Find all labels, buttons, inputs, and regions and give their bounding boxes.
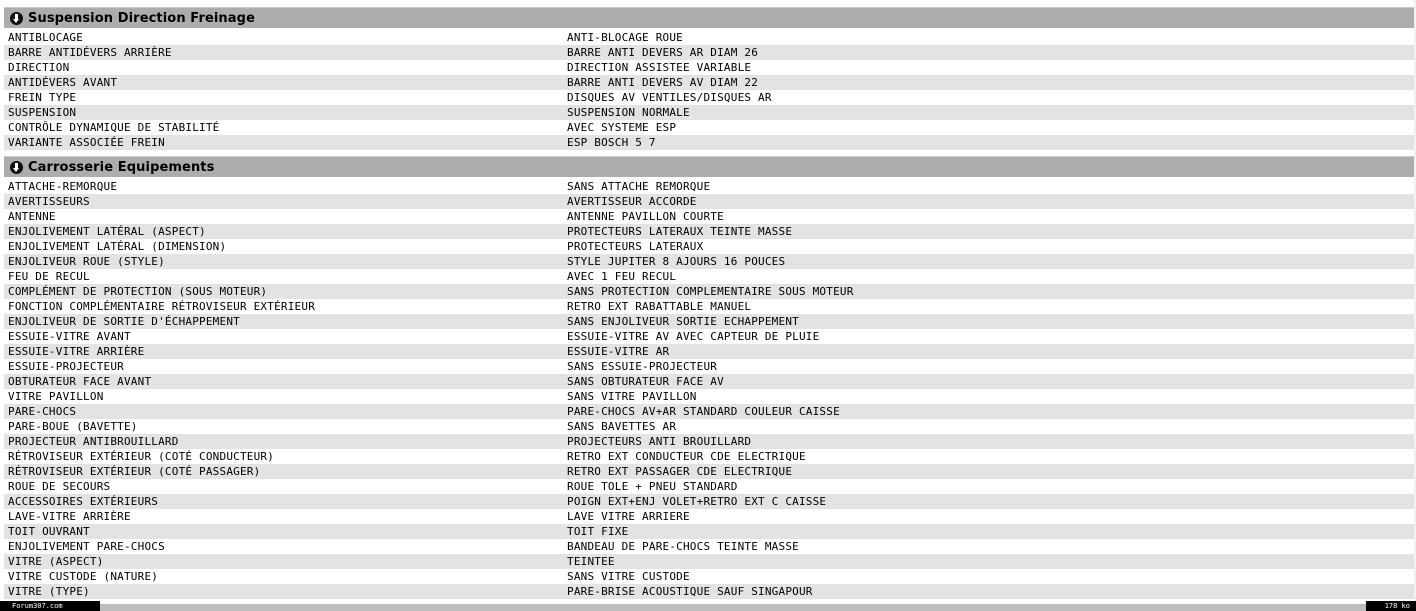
spec-label: BARRE ANTIDÉVERS ARRIÈRE bbox=[8, 46, 172, 59]
spec-label: FREIN TYPE bbox=[8, 91, 77, 104]
spec-row bbox=[4, 569, 1414, 584]
section-header[interactable] bbox=[4, 156, 1414, 177]
spec-value: RETRO EXT RABATTABLE MANUEL bbox=[567, 300, 752, 313]
down-arrow-circle-icon[interactable] bbox=[10, 161, 23, 174]
spec-label: FONCTION COMPLÉMENTAIRE RÉTROVISEUR EXTÉRIEUR bbox=[8, 300, 316, 313]
spec-value: SANS ESSUIE-PROJECTEUR bbox=[567, 360, 718, 373]
spec-value: POIGN EXT+ENJ VOLET+RETRO EXT C CAISSE bbox=[567, 495, 827, 508]
spec-row bbox=[4, 105, 1414, 120]
spec-label: ENJOLIVEUR ROUE (STYLE) bbox=[8, 255, 165, 268]
spec-row bbox=[4, 224, 1414, 239]
spec-row bbox=[4, 479, 1414, 494]
section-title: Carrosserie Equipements bbox=[28, 159, 215, 175]
section-suspension bbox=[4, 7, 1414, 150]
spec-value: RETRO EXT PASSAGER CDE ELECTRIQUE bbox=[567, 465, 793, 478]
spec-label: ENJOLIVEMENT PARE-CHOCS bbox=[8, 540, 165, 553]
spec-value: AVERTISSEUR ACCORDE bbox=[567, 195, 697, 208]
spec-label: SUSPENSION bbox=[8, 106, 77, 119]
spec-label: PARE-CHOCS bbox=[8, 405, 77, 418]
spec-row bbox=[4, 90, 1414, 105]
spec-label: PARE-BOUE (BAVETTE) bbox=[8, 420, 138, 433]
spec-row bbox=[4, 135, 1414, 150]
spec-row bbox=[4, 359, 1414, 374]
spec-label: VITRE PAVILLON bbox=[8, 390, 104, 403]
spec-row bbox=[4, 299, 1414, 314]
spec-label: ATTACHE-REMORQUE bbox=[8, 180, 118, 193]
spec-row bbox=[4, 329, 1414, 344]
spec-value: AVEC SYSTEME ESP bbox=[567, 121, 677, 134]
spec-label: OBTURATEUR FACE AVANT bbox=[8, 375, 152, 388]
spec-label: VITRE (ASPECT) bbox=[8, 555, 104, 568]
spec-row bbox=[4, 194, 1414, 209]
spec-value: RETRO EXT CONDUCTEUR CDE ELECTRIQUE bbox=[567, 450, 806, 463]
spec-row bbox=[4, 554, 1414, 569]
spec-value: ESSUIE-VITRE AV AVEC CAPTEUR DE PLUIE bbox=[567, 330, 820, 343]
spec-row bbox=[4, 539, 1414, 554]
spec-row bbox=[4, 344, 1414, 359]
spec-label: ENJOLIVEMENT LATÉRAL (DIMENSION) bbox=[8, 240, 227, 253]
spec-value: ESSUIE-VITRE AR bbox=[567, 345, 670, 358]
spec-label: ENJOLIVEMENT LATÉRAL (ASPECT) bbox=[8, 225, 206, 238]
spec-label: VITRE CUSTODE (NATURE) bbox=[8, 570, 159, 583]
spec-row bbox=[4, 494, 1414, 509]
spec-value: DIRECTION ASSISTEE VARIABLE bbox=[567, 61, 752, 74]
spec-value: BARRE ANTI DEVERS AR DIAM 26 bbox=[567, 46, 759, 59]
spec-value: ESP BOSCH 5 7 bbox=[567, 136, 656, 149]
spec-label: ESSUIE-VITRE AVANT bbox=[8, 330, 131, 343]
spec-label: ENJOLIVEUR DE SORTIE D'ÉCHAPPEMENT bbox=[8, 315, 240, 328]
spec-row bbox=[4, 284, 1414, 299]
spec-value: STYLE JUPITER 8 AJOURS 16 POUCES bbox=[567, 255, 786, 268]
spec-row bbox=[4, 404, 1414, 419]
spec-row bbox=[4, 179, 1414, 194]
spec-value: SANS OBTURATEUR FACE AV bbox=[567, 375, 724, 388]
spec-label: FEU DE RECUL bbox=[8, 270, 90, 283]
spec-value: SANS VITRE CUSTODE bbox=[567, 570, 690, 583]
spec-value: SANS BAVETTES AR bbox=[567, 420, 677, 433]
spec-value: TOIT FIXE bbox=[567, 525, 629, 538]
spec-label: COMPLÉMENT DE PROTECTION (SOUS MOTEUR) bbox=[8, 285, 268, 298]
spec-label: ESSUIE-VITRE ARRIÈRE bbox=[8, 345, 145, 358]
spec-row bbox=[4, 509, 1414, 524]
spec-value: LAVE VITRE ARRIERE bbox=[567, 510, 690, 523]
spec-value: SANS PROTECTION COMPLEMENTAIRE SOUS MOTEUR bbox=[567, 285, 854, 298]
filesize-label: 178 ko bbox=[1366, 601, 1416, 611]
section-title: Suspension Direction Freinage bbox=[28, 10, 255, 26]
section-header[interactable] bbox=[4, 7, 1414, 28]
spec-row bbox=[4, 120, 1414, 135]
spec-value: SUSPENSION NORMALE bbox=[567, 106, 690, 119]
spec-value: SANS ATTACHE REMORQUE bbox=[567, 180, 711, 193]
spec-label: ANTIBLOCAGE bbox=[8, 31, 84, 44]
spec-label: ANTENNE bbox=[8, 210, 56, 223]
spec-rows bbox=[4, 30, 1414, 150]
spec-row bbox=[4, 269, 1414, 284]
spec-rows bbox=[4, 179, 1414, 599]
spec-row bbox=[4, 524, 1414, 539]
spec-value: AVEC 1 FEU RECUL bbox=[567, 270, 677, 283]
spec-label: ANTIDÉVERS AVANT bbox=[8, 76, 118, 89]
spec-row bbox=[4, 464, 1414, 479]
down-arrow-circle-icon[interactable] bbox=[10, 12, 23, 25]
spec-label: DIRECTION bbox=[8, 61, 70, 74]
watermark-label: Forum307.com bbox=[0, 601, 100, 611]
spec-label: VITRE (TYPE) bbox=[8, 585, 90, 598]
spec-row bbox=[4, 75, 1414, 90]
spec-label: ACCESSOIRES EXTÉRIEURS bbox=[8, 495, 159, 508]
spec-label: PROJECTEUR ANTIBROUILLARD bbox=[8, 435, 179, 448]
spec-row bbox=[4, 374, 1414, 389]
spec-value: PROTECTEURS LATERAUX TEINTE MASSE bbox=[567, 225, 793, 238]
spec-row bbox=[4, 60, 1414, 75]
spec-label: ESSUIE-PROJECTEUR bbox=[8, 360, 124, 373]
spec-label: RÉTROVISEUR EXTÉRIEUR (COTÉ PASSAGER) bbox=[8, 465, 261, 478]
footer-bar bbox=[100, 604, 1366, 611]
spec-value: PARE-BRISE ACOUSTIQUE SAUF SINGAPOUR bbox=[567, 585, 813, 598]
spec-row bbox=[4, 45, 1414, 60]
spec-value: ANTENNE PAVILLON COURTE bbox=[567, 210, 724, 223]
spec-row bbox=[4, 209, 1414, 224]
spec-label: CONTRÔLE DYNAMIQUE DE STABILITÉ bbox=[8, 121, 220, 134]
spec-value: ANTI-BLOCAGE ROUE bbox=[567, 31, 683, 44]
spec-value: PROTECTEURS LATERAUX bbox=[567, 240, 704, 253]
spec-value: BANDEAU DE PARE-CHOCS TEINTE MASSE bbox=[567, 540, 799, 553]
spec-label: VARIANTE ASSOCIÉE FREIN bbox=[8, 136, 165, 149]
spec-row bbox=[4, 314, 1414, 329]
spec-row bbox=[4, 419, 1414, 434]
spec-row bbox=[4, 584, 1414, 599]
spec-value: BARRE ANTI DEVERS AV DIAM 22 bbox=[567, 76, 759, 89]
spec-value: SANS VITRE PAVILLON bbox=[567, 390, 697, 403]
spec-value: PARE-CHOCS AV+AR STANDARD COULEUR CAISSE bbox=[567, 405, 840, 418]
spec-label: TOIT OUVRANT bbox=[8, 525, 90, 538]
spec-row bbox=[4, 434, 1414, 449]
spec-row bbox=[4, 239, 1414, 254]
spec-value: DISQUES AV VENTILES/DISQUES AR bbox=[567, 91, 772, 104]
spec-row bbox=[4, 449, 1414, 464]
spec-value: TEINTEE bbox=[567, 555, 615, 568]
section-carrosserie bbox=[4, 156, 1414, 599]
spec-row bbox=[4, 30, 1414, 45]
spec-row bbox=[4, 389, 1414, 404]
spec-value: SANS ENJOLIVEUR SORTIE ECHAPPEMENT bbox=[567, 315, 799, 328]
spec-label: LAVE-VITRE ARRIÈRE bbox=[8, 510, 131, 523]
spec-label: RÉTROVISEUR EXTÉRIEUR (COTÉ CONDUCTEUR) bbox=[8, 450, 275, 463]
spec-value: PROJECTEURS ANTI BROUILLARD bbox=[567, 435, 752, 448]
spec-row bbox=[4, 254, 1414, 269]
spec-label: ROUE DE SECOURS bbox=[8, 480, 111, 493]
spec-value: ROUE TOLE + PNEU STANDARD bbox=[567, 480, 738, 493]
spec-label: AVERTISSEURS bbox=[8, 195, 90, 208]
